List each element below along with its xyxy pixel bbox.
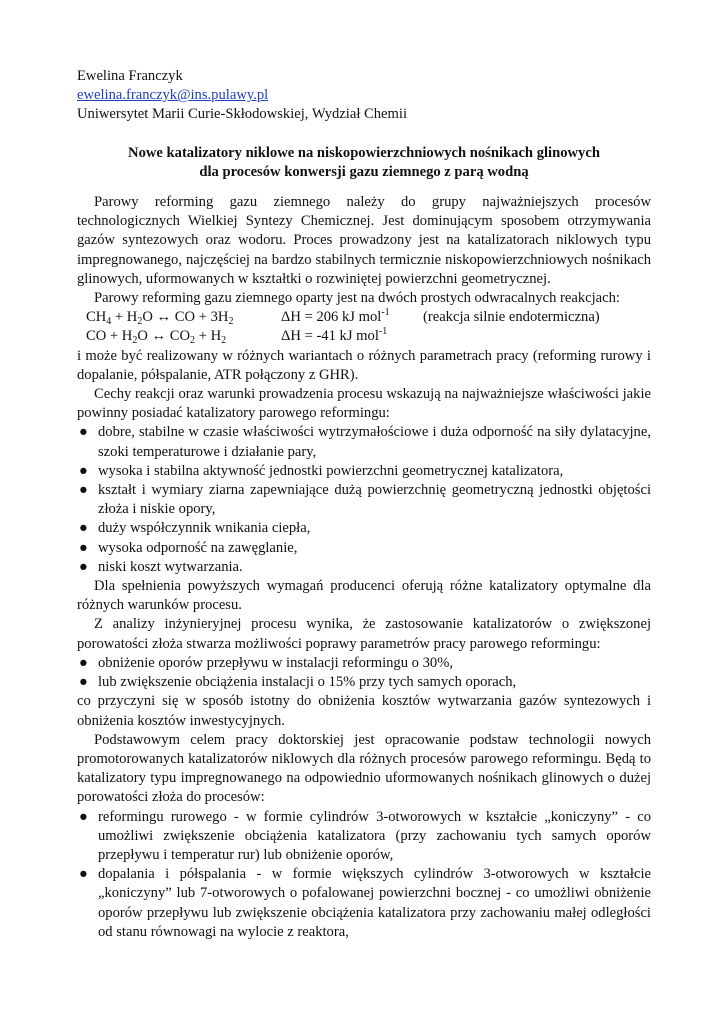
bullet-icon: ●: [79, 866, 88, 883]
bullet-icon: ●: [79, 424, 88, 441]
list-item: ● niski koszt wytwarzania.: [77, 558, 651, 577]
equation-2-formula: CO + $H_2O$ ↔ $CO_2 + H_2$: [86, 328, 227, 347]
bullet-icon: ●: [79, 482, 88, 499]
paragraph-properties: Cechy reakcji oraz warunki prowadzenia procesu wskazują na najważniejsze właściwości jakie powinny posiadać katalizatory parowego reformingu:: [77, 386, 651, 422]
equation-2: [77, 327, 651, 346]
list-item: ● obniżenie oporów przepływu w instalacji reformingu o 30%,: [77, 654, 651, 673]
bullet-icon: ●: [79, 654, 88, 671]
paragraph-goal: Podstawowym celem pracy doktorskiej jest opracowanie podstaw technologii nowych promotorowanych katalizatorów niklowych dla różnych procesów parowego reformingu. Będą to katalizatory typu impregnowanego na odpowiednio uformowanych nośnikach glinowych o dużej porowatości złoża do procesów:: [77, 731, 651, 806]
paragraph-intro: Parowy reforming gazu ziemnego należy do grupy najważniejszych procesów technologicznych Wielkiej Syntezy Chemicznej. Jest dominującym sposobem otrzymywania gazów syntezowych oraz wodoru. Proces prowadzony jest na katalizatorach niklowych typu impregnowanego, najczęściej na bardzo stabilnych termicznie niskopowierzchniowych nośnikach glinowych, uformowanych w kształtki o rozwiniętej powierzchni geometrycznej.: [77, 194, 651, 287]
list-item: ● duży współczynnik wnikania ciepła,: [77, 519, 651, 538]
list-item: ● wysoka odporność na zawęglanie,: [77, 539, 651, 558]
title-line-1: Nowe katalizatory niklowe na niskopowierzchniowych nośnikach glinowych: [128, 144, 600, 161]
list-item: ● dobre, stabilne w czasie właściwości wytrzymałościowe i duża odporność na siły dylatacyjne, szoki temperaturowe i działanie pary,: [79, 424, 651, 460]
list-item: ● dopalania i półspalania - w formie większych cylindrów 3-otworowych w kształcie „koniczyny” lub 7-otworowych o pofalowanej powierzchni bocznej - co umożliwi obniżenie oporów przepływu lub zwiększenie obciążenia katalizatora przy zachowaniu małej odległości od stanu równowagi na wylocie z reaktora,: [79, 866, 651, 940]
bullet-icon: ●: [79, 808, 88, 825]
author-name: Ewelina Franczyk: [77, 68, 183, 84]
paragraph-costs: co przyczyni się w sposób istotny do obniżenia kosztów wytwarzania gazów syntezowych i obniżenia kosztów inwestycyjnych.: [77, 693, 651, 729]
document-page: [77, 67, 651, 942]
bullet-icon: ●: [79, 520, 88, 537]
author-affiliation: Uniwersytet Marii Curie-Skłodowskiej, Wydział Chemii: [77, 106, 407, 123]
equation-1: [77, 308, 651, 327]
paragraph-analysis: Z analizy inżynieryjnej procesu wynika, że zastosowanie katalizatorów o zwiększonej porowatości złoża stwarza możliwości poprawy parametrów pracy parowego reformingu:: [77, 616, 651, 652]
bullet-icon: ●: [79, 462, 88, 479]
bullet-icon: ●: [79, 674, 88, 691]
equation-2-enthalpy: ΔH = -41 kJ mol$^{-1}$: [281, 326, 388, 345]
benefits-list: [77, 654, 651, 692]
equation-1-formula: $CH_4 + H_2O$ ↔ CO + $3H_2$: [86, 309, 234, 328]
processes-list: [77, 808, 651, 942]
properties-list: [77, 423, 651, 577]
paragraph-producers: Dla spełnienia powyższych wymagań producenci oferują różne katalizatory optymalne dla różnych warunków procesu.: [77, 578, 651, 614]
title-line-2: dla procesów konwersji gazu ziemnego z parą wodną: [199, 163, 529, 180]
author-email-link[interactable]: ewelina.franczyk@ins.pulawy.pl: [77, 87, 269, 104]
list-item: ● kształt i wymiary ziarna zapewniające dużą powierzchnię geometryczną jednostki objętości złoża i niskie opory,: [79, 482, 651, 518]
equation-1-note: (reakcja silnie endotermiczna): [423, 309, 600, 326]
equation-1-enthalpy: ΔH = 206 kJ mol$^{-1}$: [281, 307, 390, 326]
list-item: ● lub zwiększenie obciążenia instalacji o 15% przy tych samych oporach,: [77, 673, 651, 692]
document-title: [77, 144, 651, 182]
paragraph-variants: i może być realizowany w różnych wariantach o różnych parametrach pracy (reforming rurowy i dopalanie, półspalanie, ATR połączony z GHR).: [77, 347, 651, 383]
bullet-icon: ●: [79, 558, 88, 575]
list-item: ● reformingu rurowego - w formie cylindrów 3-otworowych w kształcie „koniczyny” - co umożliwi zwiększenie obciążenia katalizatora (przy zachowaniu tych samych oporów przepływu i temperatur rur) lub obniżenie oporów,: [79, 808, 651, 863]
list-item: ● wysoka i stabilna aktywność jednostki powierzchni geometrycznej katalizatora,: [77, 462, 651, 481]
paragraph-reactions-intro: Parowy reforming gazu ziemnego oparty jest na dwóch prostych odwracalnych reakcjach:: [94, 290, 620, 307]
bullet-icon: ●: [79, 539, 88, 556]
